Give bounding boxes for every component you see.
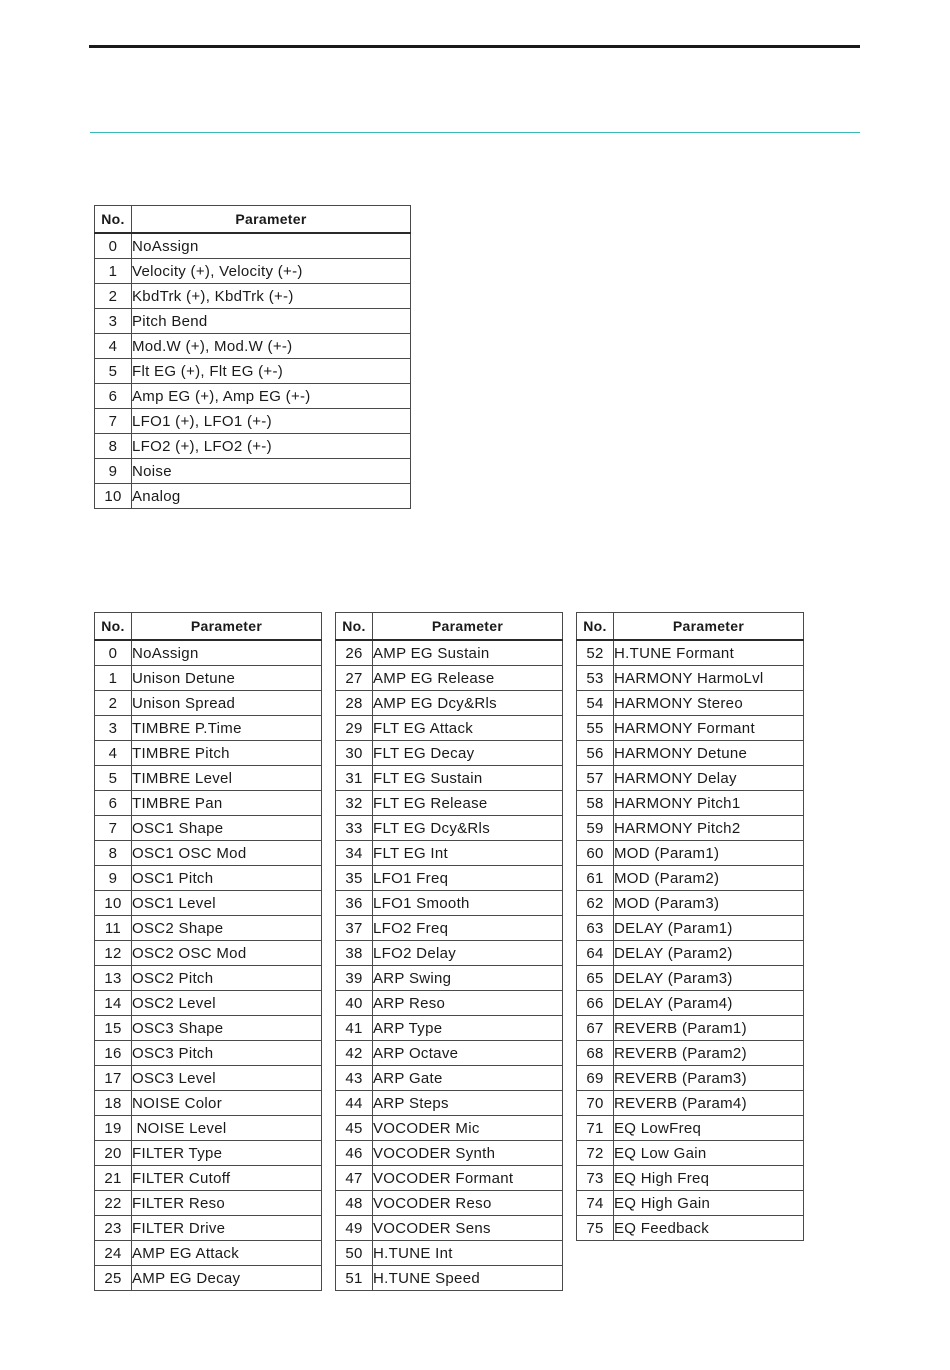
row-number: 19: [95, 1116, 132, 1141]
row-parameter: HARMONY HarmoLvl: [614, 666, 804, 691]
row-number: 32: [336, 791, 373, 816]
row-number: 43: [336, 1066, 373, 1091]
table-row: [95, 359, 411, 384]
table-row: [95, 1116, 322, 1141]
parameter-header: Parameter: [132, 613, 322, 641]
table-row: [95, 866, 322, 891]
row-parameter: FLT EG Int: [373, 841, 563, 866]
row-number: 41: [336, 1016, 373, 1041]
row-parameter: OSC3 Shape: [132, 1016, 322, 1041]
row-number: 15: [95, 1016, 132, 1041]
row-parameter: KbdTrk (+), KbdTrk (+-): [132, 284, 411, 309]
row-parameter: LFO1 Smooth: [373, 891, 563, 916]
table-row: [336, 1141, 563, 1166]
row-parameter: FLT EG Attack: [373, 716, 563, 741]
row-parameter: LFO1 Freq: [373, 866, 563, 891]
row-parameter: REVERB (Param4): [614, 1091, 804, 1116]
row-number: 75: [577, 1216, 614, 1241]
row-parameter: ARP Steps: [373, 1091, 563, 1116]
row-parameter: MOD (Param2): [614, 866, 804, 891]
table-row: [336, 791, 563, 816]
table-row: [95, 259, 411, 284]
table-row: [577, 640, 804, 666]
table-row: [336, 1016, 563, 1041]
row-number: 51: [336, 1266, 373, 1291]
table-row: [95, 916, 322, 941]
row-number: 14: [95, 991, 132, 1016]
table-row: [336, 841, 563, 866]
row-number: 60: [577, 841, 614, 866]
table-row: [577, 1116, 804, 1141]
table-row: [577, 966, 804, 991]
row-parameter: OSC1 Level: [132, 891, 322, 916]
parameter-header: Parameter: [614, 613, 804, 641]
row-parameter: Analog: [132, 484, 411, 509]
row-parameter: VOCODER Sens: [373, 1216, 563, 1241]
row-number: 21: [95, 1166, 132, 1191]
row-number: 52: [577, 640, 614, 666]
row-parameter: HARMONY Pitch2: [614, 816, 804, 841]
table-row: [336, 691, 563, 716]
row-parameter: H.TUNE Formant: [614, 640, 804, 666]
table-row: [95, 1266, 322, 1291]
row-parameter: REVERB (Param2): [614, 1041, 804, 1066]
row-parameter: HARMONY Pitch1: [614, 791, 804, 816]
table-row: [577, 1216, 804, 1241]
table-row: [95, 766, 322, 791]
row-number: 58: [577, 791, 614, 816]
row-number: 13: [95, 966, 132, 991]
table-row: [95, 716, 322, 741]
row-parameter: FLT EG Dcy&Rls: [373, 816, 563, 841]
row-number: 26: [336, 640, 373, 666]
row-parameter: VOCODER Synth: [373, 1141, 563, 1166]
row-number: 71: [577, 1116, 614, 1141]
row-parameter: LFO1 (+), LFO1 (+-): [132, 409, 411, 434]
row-number: 63: [577, 916, 614, 941]
row-parameter: OSC3 Pitch: [132, 1041, 322, 1066]
row-number: 10: [95, 891, 132, 916]
table-row: [336, 1216, 563, 1241]
row-parameter: FILTER Reso: [132, 1191, 322, 1216]
row-number: 4: [95, 334, 132, 359]
table-row: [336, 741, 563, 766]
row-number: 30: [336, 741, 373, 766]
row-number: 50: [336, 1241, 373, 1266]
row-parameter: MOD (Param3): [614, 891, 804, 916]
row-parameter: REVERB (Param3): [614, 1066, 804, 1091]
row-number: 3: [95, 716, 132, 741]
table-row: [95, 1016, 322, 1041]
table-row: [577, 1166, 804, 1191]
row-number: 45: [336, 1116, 373, 1141]
no-header: No.: [95, 206, 132, 234]
row-number: 29: [336, 716, 373, 741]
row-number: 33: [336, 816, 373, 841]
table-row: [95, 640, 322, 666]
table-row: [336, 941, 563, 966]
table-row: [95, 1166, 322, 1191]
row-number: 49: [336, 1216, 373, 1241]
row-parameter: EQ Feedback: [614, 1216, 804, 1241]
row-number: 27: [336, 666, 373, 691]
row-number: 39: [336, 966, 373, 991]
section-divider: [90, 132, 860, 133]
row-number: 6: [95, 791, 132, 816]
row-number: 36: [336, 891, 373, 916]
row-number: 37: [336, 916, 373, 941]
row-number: 54: [577, 691, 614, 716]
row-number: 2: [95, 284, 132, 309]
parameter-table-col-2: [335, 612, 563, 1291]
row-number: 66: [577, 991, 614, 1016]
table-row: [577, 691, 804, 716]
row-number: 68: [577, 1041, 614, 1066]
row-number: 35: [336, 866, 373, 891]
row-parameter: FLT EG Release: [373, 791, 563, 816]
table-row: [95, 1066, 322, 1091]
row-parameter: Unison Spread: [132, 691, 322, 716]
table-row: [336, 1241, 563, 1266]
row-parameter: Flt EG (+), Flt EG (+-): [132, 359, 411, 384]
row-parameter: ARP Reso: [373, 991, 563, 1016]
row-parameter: Velocity (+), Velocity (+-): [132, 259, 411, 284]
row-number: 24: [95, 1241, 132, 1266]
row-number: 17: [95, 1066, 132, 1091]
row-number: 67: [577, 1016, 614, 1041]
table-row: [577, 1141, 804, 1166]
table-row: [577, 1191, 804, 1216]
table-row: [577, 791, 804, 816]
table-row: [95, 309, 411, 334]
row-number: 48: [336, 1191, 373, 1216]
table-row: [336, 1191, 563, 1216]
row-parameter: DELAY (Param3): [614, 966, 804, 991]
row-parameter: FLT EG Decay: [373, 741, 563, 766]
parameter-header: Parameter: [373, 613, 563, 641]
table-row: [577, 741, 804, 766]
row-number: 53: [577, 666, 614, 691]
row-parameter: ARP Octave: [373, 1041, 563, 1066]
row-number: 74: [577, 1191, 614, 1216]
row-number: 47: [336, 1166, 373, 1191]
row-parameter: ARP Gate: [373, 1066, 563, 1091]
table-row: [336, 1066, 563, 1091]
row-parameter: OSC3 Level: [132, 1066, 322, 1091]
row-number: 28: [336, 691, 373, 716]
row-parameter: H.TUNE Speed: [373, 1266, 563, 1291]
row-parameter: Amp EG (+), Amp EG (+-): [132, 384, 411, 409]
row-number: 42: [336, 1041, 373, 1066]
table-row: [336, 1041, 563, 1066]
table-row: [336, 666, 563, 691]
table-row: [577, 891, 804, 916]
table-row: [95, 1091, 322, 1116]
table-row: [95, 384, 411, 409]
table-row: [336, 866, 563, 891]
row-number: 2: [95, 691, 132, 716]
row-number: 61: [577, 866, 614, 891]
row-parameter: VOCODER Reso: [373, 1191, 563, 1216]
row-number: 34: [336, 841, 373, 866]
row-parameter: LFO2 Freq: [373, 916, 563, 941]
row-number: 38: [336, 941, 373, 966]
row-parameter: TIMBRE P.Time: [132, 716, 322, 741]
table-row: [95, 484, 411, 509]
parameter-table-col-1: [94, 612, 322, 1291]
row-parameter: OSC1 Pitch: [132, 866, 322, 891]
row-parameter: AMP EG Release: [373, 666, 563, 691]
table-row: [95, 691, 322, 716]
row-number: 11: [95, 916, 132, 941]
table-row: [95, 409, 411, 434]
row-parameter: EQ High Gain: [614, 1191, 804, 1216]
table-row: [95, 233, 411, 259]
no-header: No.: [577, 613, 614, 641]
row-parameter: TIMBRE Pan: [132, 791, 322, 816]
row-parameter: ARP Swing: [373, 966, 563, 991]
row-parameter: AMP EG Sustain: [373, 640, 563, 666]
table-row: [95, 991, 322, 1016]
row-number: 12: [95, 941, 132, 966]
row-number: 0: [95, 640, 132, 666]
row-number: 20: [95, 1141, 132, 1166]
row-number: 46: [336, 1141, 373, 1166]
table-row: [336, 916, 563, 941]
row-parameter: EQ High Freq: [614, 1166, 804, 1191]
table-row: [336, 1091, 563, 1116]
row-parameter: H.TUNE Int: [373, 1241, 563, 1266]
row-parameter: VOCODER Mic: [373, 1116, 563, 1141]
row-parameter: AMP EG Decay: [132, 1266, 322, 1291]
row-number: 31: [336, 766, 373, 791]
table-row: [95, 1241, 322, 1266]
table-row: [95, 666, 322, 691]
row-parameter: AMP EG Dcy&Rls: [373, 691, 563, 716]
parameter-table-col-3: [576, 612, 804, 1241]
row-number: 57: [577, 766, 614, 791]
row-parameter: OSC2 Level: [132, 991, 322, 1016]
row-number: 18: [95, 1091, 132, 1116]
table-row: [577, 1016, 804, 1041]
row-parameter: OSC2 Pitch: [132, 966, 322, 991]
table-row: [95, 1216, 322, 1241]
table-row: [336, 991, 563, 1016]
row-parameter: ARP Type: [373, 1016, 563, 1041]
row-parameter: OSC1 OSC Mod: [132, 841, 322, 866]
table-row: [336, 640, 563, 666]
row-parameter: MOD (Param1): [614, 841, 804, 866]
table-row: [95, 1041, 322, 1066]
table-row: [336, 1116, 563, 1141]
table-row: [95, 966, 322, 991]
table-row: [336, 891, 563, 916]
table-row: [95, 816, 322, 841]
table-row: [336, 766, 563, 791]
row-parameter: OSC2 Shape: [132, 916, 322, 941]
row-parameter: VOCODER Formant: [373, 1166, 563, 1191]
row-number: 6: [95, 384, 132, 409]
table-row: [577, 1041, 804, 1066]
row-number: 44: [336, 1091, 373, 1116]
row-number: 69: [577, 1066, 614, 1091]
row-number: 9: [95, 866, 132, 891]
row-parameter: EQ LowFreq: [614, 1116, 804, 1141]
row-number: 23: [95, 1216, 132, 1241]
row-number: 65: [577, 966, 614, 991]
row-number: 64: [577, 941, 614, 966]
row-parameter: DELAY (Param1): [614, 916, 804, 941]
row-number: 25: [95, 1266, 132, 1291]
row-parameter: FILTER Drive: [132, 1216, 322, 1241]
table-row: [95, 459, 411, 484]
table-row: [95, 941, 322, 966]
row-parameter: Noise: [132, 459, 411, 484]
table-row: [336, 966, 563, 991]
parameter-header: Parameter: [132, 206, 411, 234]
table-row: [577, 841, 804, 866]
row-parameter: NoAssign: [132, 233, 411, 259]
no-header: No.: [95, 613, 132, 641]
table-row: [95, 434, 411, 459]
row-parameter: TIMBRE Pitch: [132, 741, 322, 766]
table-row: [577, 766, 804, 791]
row-parameter: LFO2 Delay: [373, 941, 563, 966]
row-parameter: OSC2 OSC Mod: [132, 941, 322, 966]
row-number: 62: [577, 891, 614, 916]
row-parameter: HARMONY Delay: [614, 766, 804, 791]
table-row: [95, 284, 411, 309]
row-number: 16: [95, 1041, 132, 1066]
table-row: [577, 941, 804, 966]
row-parameter: NOISE Color: [132, 1091, 322, 1116]
table-row: [577, 916, 804, 941]
row-parameter: LFO2 (+), LFO2 (+-): [132, 434, 411, 459]
row-number: 8: [95, 434, 132, 459]
table-row: [577, 866, 804, 891]
row-number: 73: [577, 1166, 614, 1191]
table-row: [577, 1066, 804, 1091]
row-number: 72: [577, 1141, 614, 1166]
row-number: 5: [95, 359, 132, 384]
row-number: 4: [95, 741, 132, 766]
row-parameter: FILTER Type: [132, 1141, 322, 1166]
row-number: 0: [95, 233, 132, 259]
table-row: [336, 1166, 563, 1191]
table-row: [577, 666, 804, 691]
table-row: [95, 1191, 322, 1216]
row-parameter: HARMONY Detune: [614, 741, 804, 766]
row-number: 70: [577, 1091, 614, 1116]
row-parameter: FILTER Cutoff: [132, 1166, 322, 1191]
row-parameter: FLT EG Sustain: [373, 766, 563, 791]
row-number: 9: [95, 459, 132, 484]
row-parameter: DELAY (Param2): [614, 941, 804, 966]
row-number: 1: [95, 666, 132, 691]
table-row: [336, 1266, 563, 1291]
row-parameter: HARMONY Stereo: [614, 691, 804, 716]
row-parameter: Mod.W (+), Mod.W (+-): [132, 334, 411, 359]
table-row: [577, 1091, 804, 1116]
table-row: [95, 841, 322, 866]
row-number: 55: [577, 716, 614, 741]
row-parameter: OSC1 Shape: [132, 816, 322, 841]
table-row: [95, 1141, 322, 1166]
table-row: [95, 791, 322, 816]
table-row: [577, 816, 804, 841]
row-parameter: Pitch Bend: [132, 309, 411, 334]
row-number: 3: [95, 309, 132, 334]
row-parameter: DELAY (Param4): [614, 991, 804, 1016]
row-parameter: Unison Detune: [132, 666, 322, 691]
table-row: [577, 991, 804, 1016]
row-number: 5: [95, 766, 132, 791]
row-parameter: TIMBRE Level: [132, 766, 322, 791]
row-parameter: HARMONY Formant: [614, 716, 804, 741]
table-row: [95, 741, 322, 766]
row-number: 10: [95, 484, 132, 509]
top-rule: [89, 45, 860, 48]
row-number: 8: [95, 841, 132, 866]
row-parameter: AMP EG Attack: [132, 1241, 322, 1266]
table-row: [336, 816, 563, 841]
modulation-source-table: [94, 205, 411, 509]
no-header: No.: [336, 613, 373, 641]
row-parameter: NOISE Level: [132, 1116, 322, 1141]
row-parameter: REVERB (Param1): [614, 1016, 804, 1041]
row-parameter: EQ Low Gain: [614, 1141, 804, 1166]
table-row: [95, 891, 322, 916]
row-number: 40: [336, 991, 373, 1016]
row-number: 1: [95, 259, 132, 284]
row-number: 22: [95, 1191, 132, 1216]
row-number: 56: [577, 741, 614, 766]
row-number: 7: [95, 816, 132, 841]
table-row: [95, 334, 411, 359]
table-row: [577, 716, 804, 741]
table-row: [336, 716, 563, 741]
row-number: 7: [95, 409, 132, 434]
row-number: 59: [577, 816, 614, 841]
row-parameter: NoAssign: [132, 640, 322, 666]
